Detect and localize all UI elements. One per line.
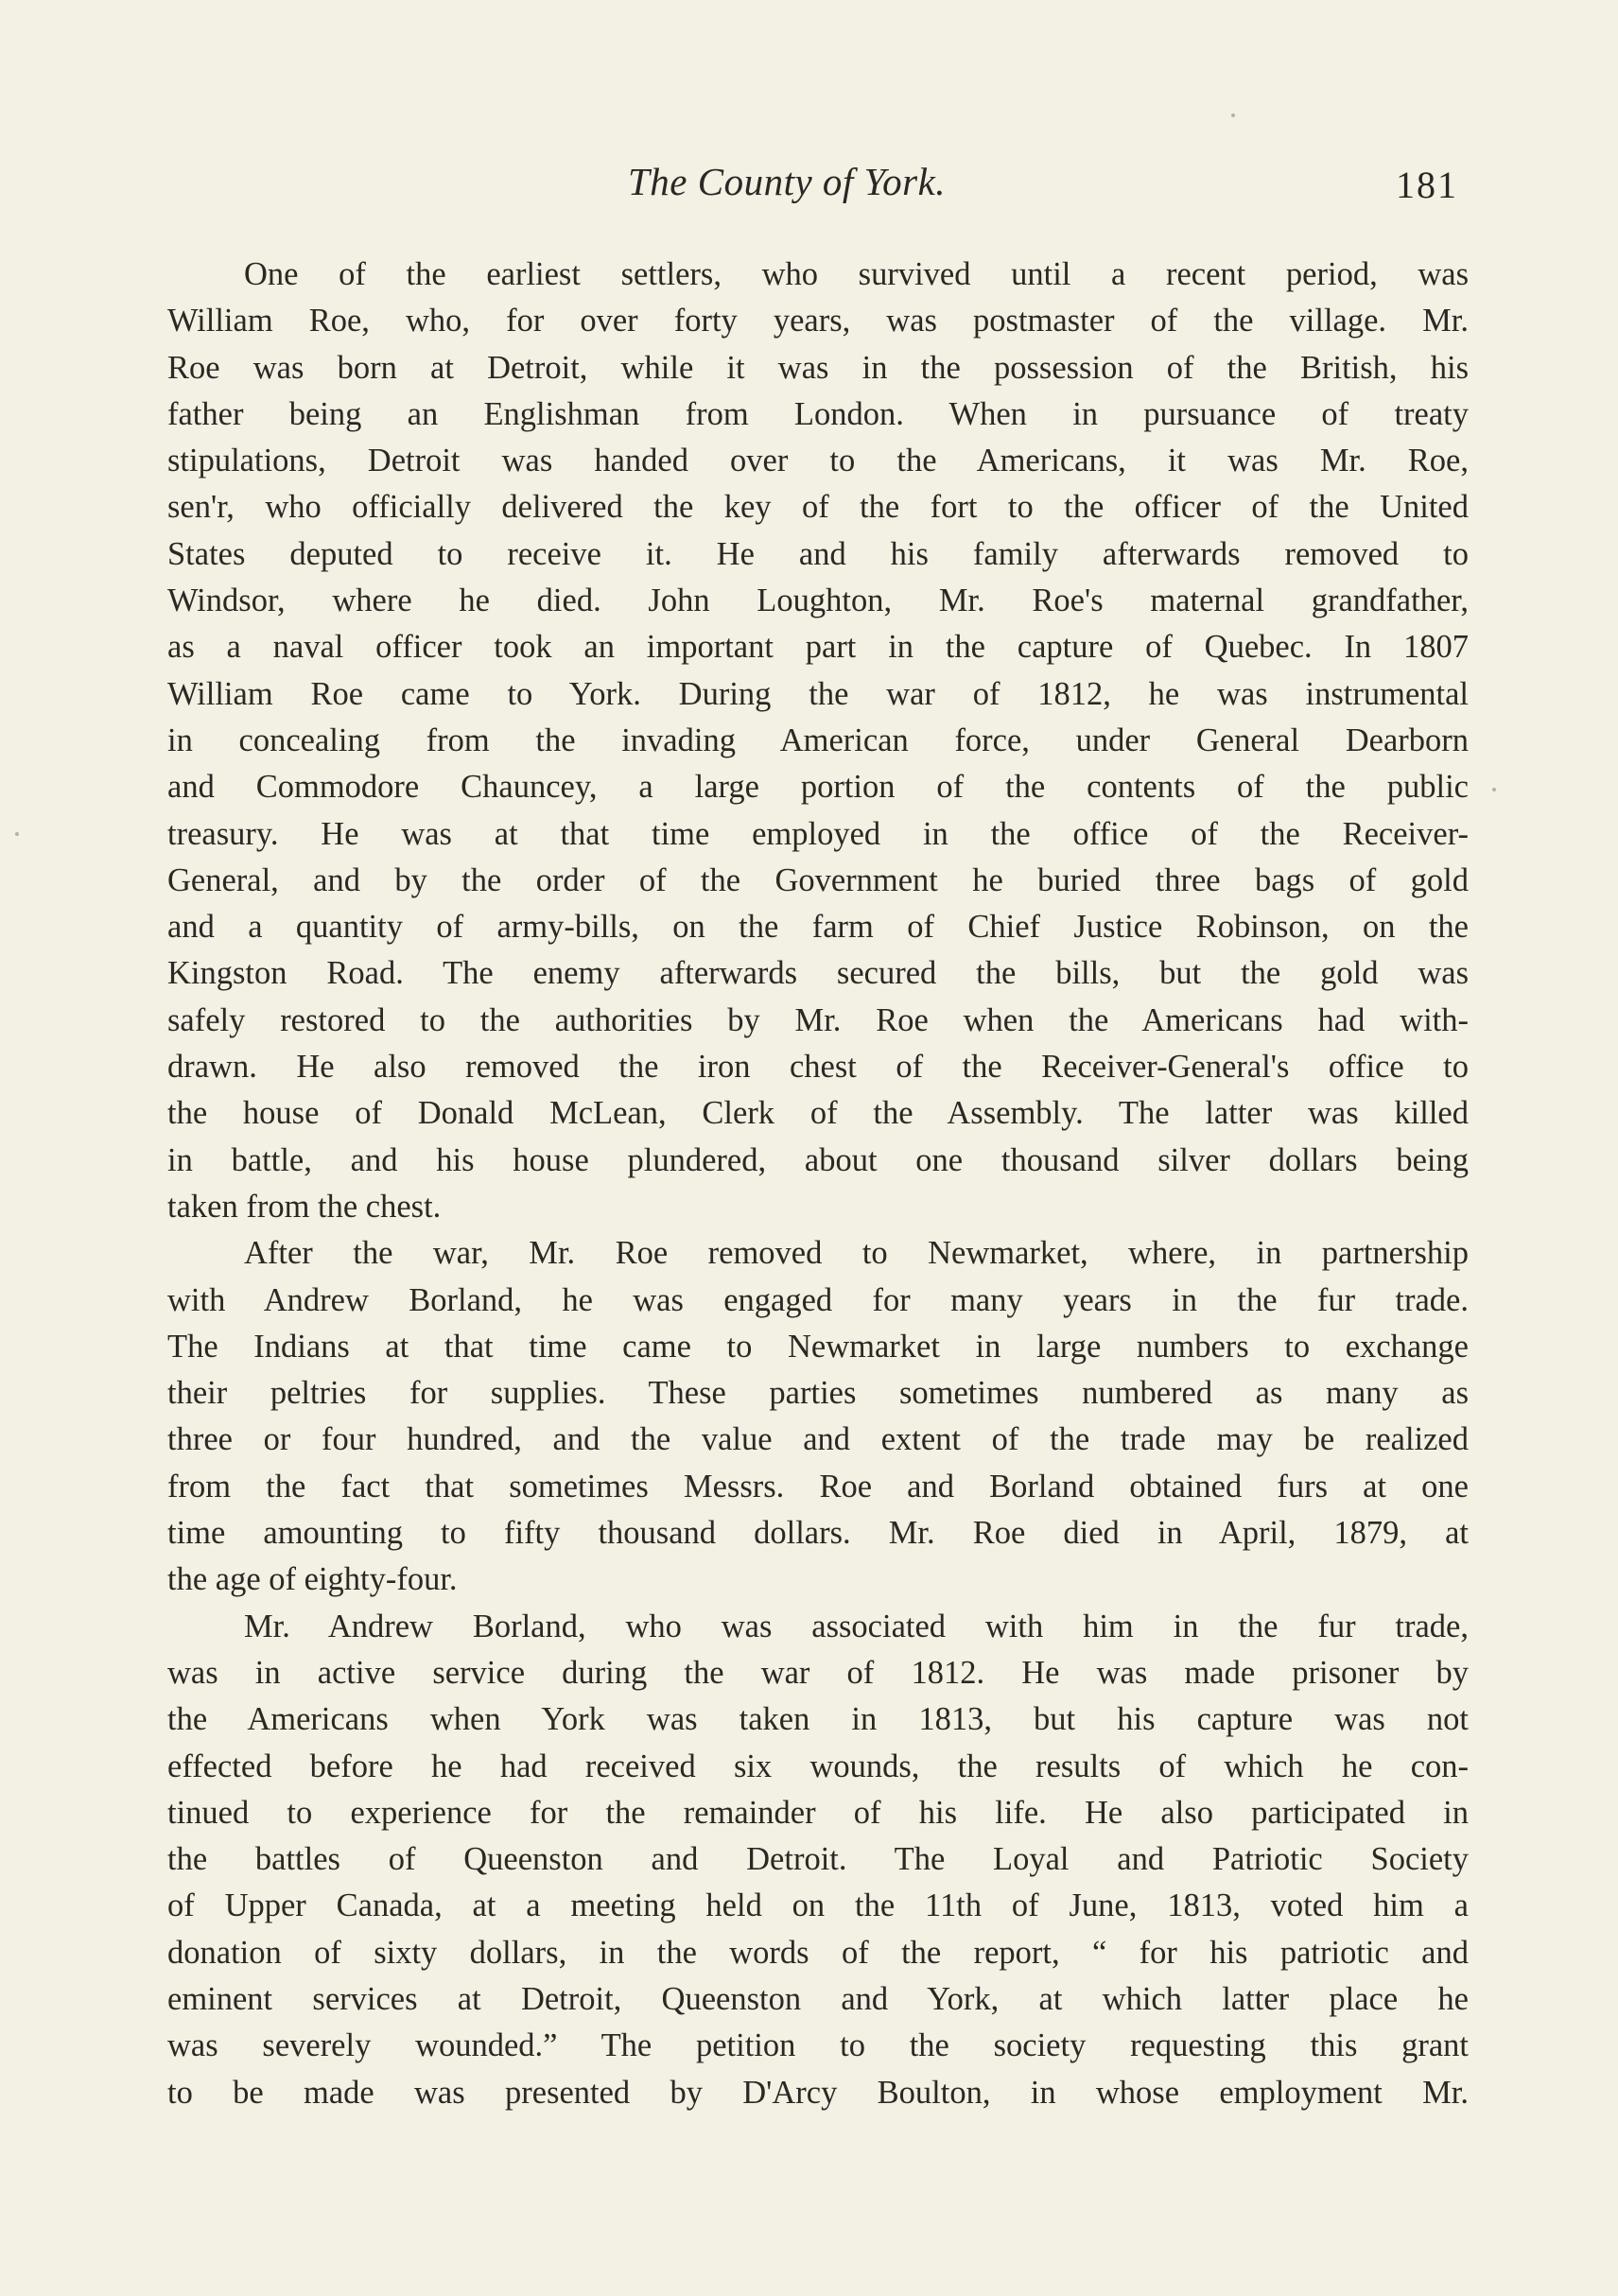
text-line: the Americans when York was taken in 1813, but his capture was not: [167, 1701, 1469, 1738]
text-line: the age of eighty-four.: [167, 1561, 458, 1598]
running-head-title: The County of York.: [628, 160, 947, 203]
text-line: William Roe, who, for over forty years, was postmaster of the village. Mr.: [167, 303, 1469, 339]
text-line: tinued to experience for the remainder of his life. He also participated in: [167, 1794, 1469, 1831]
text-line: sen'r, who officially delivered the key of the fort to the officer of the United: [167, 489, 1469, 526]
text-line: three or four hundred, and the value and extent of the trade may be realized: [167, 1421, 1469, 1458]
text-line: Mr. Andrew Borland, who was associated with him in the fur trade,: [244, 1608, 1469, 1644]
text-line: with Andrew Borland, he was engaged for many years in the fur trade.: [167, 1281, 1469, 1318]
text-line: their peltries for supplies. These parties sometimes numbered as many as: [167, 1375, 1469, 1412]
text-line: drawn. He also removed the iron chest of the Receiver-General's office to: [167, 1049, 1469, 1086]
text-line: father being an Englishman from London. When in pursuance of treaty: [167, 395, 1469, 432]
text-line: Windsor, where he died. John Loughton, Mr. Roe's maternal grandfather,: [167, 583, 1469, 619]
paper-speck: [1492, 788, 1496, 791]
text-line: and Commodore Chauncey, a large portion of the contents of the public: [167, 769, 1469, 806]
text-line: the battles of Queenston and Detroit. The Loyal and Patriotic Society: [167, 1841, 1469, 1878]
text-line: donation of sixty dollars, in the words of the report, “ for his patriotic and: [167, 1934, 1469, 1971]
text-line: Kingston Road. The enemy afterwards secured the bills, but the gold was: [167, 955, 1469, 992]
text-line: The Indians at that time came to Newmarket in large numbers to exchange: [167, 1328, 1469, 1365]
text-line: One of the earliest settlers, who survived until a recent period, was: [244, 256, 1469, 292]
paper-speck: [15, 832, 19, 836]
text-line: stipulations, Detroit was handed over to the Americans, it was Mr. Roe,: [167, 443, 1469, 479]
text-line: in concealing from the invading American force, under General Dearborn: [167, 722, 1469, 758]
text-line: from the fact that sometimes Messrs. Roe and Borland obtained furs at one: [167, 1468, 1469, 1505]
text-line: effected before he had received six wounds, the results of which he con-: [167, 1748, 1469, 1784]
text-line: in battle, and his house plundered, about one thousand silver dollars being: [167, 1141, 1469, 1178]
text-line: as a naval officer took an important part in the capture of Quebec. In 1807: [167, 629, 1469, 666]
text-line: was in active service during the war of 1812. He was made prisoner by: [167, 1654, 1469, 1691]
text-line: States deputed to receive it. He and his family afterwards removed to: [167, 535, 1469, 572]
text-line: treasury. He was at that time employed in the office of the Receiver-: [167, 815, 1469, 852]
text-line: Roe was born at Detroit, while it was in the possession of the British, his: [167, 349, 1469, 386]
running-head: [0, 159, 1618, 216]
text-line: taken from the chest.: [167, 1188, 442, 1225]
text-line: After the war, Mr. Roe removed to Newmarket, where, in partnership: [244, 1235, 1469, 1272]
paper-speck: [1231, 113, 1235, 117]
text-line: General, and by the order of the Government he buried three bags of gold: [167, 861, 1469, 898]
page-number: 181: [1396, 164, 1458, 206]
text-line: to be made was presented by D'Arcy Boulton, in whose employment Mr.: [167, 2074, 1469, 2111]
text-line: of Upper Canada, at a meeting held on the 11th of June, 1813, voted him a: [167, 1887, 1469, 1924]
text-line: William Roe came to York. During the war of 1812, he was instrumental: [167, 675, 1469, 712]
text-line: was severely wounded.” The petition to the society requesting this grant: [167, 2027, 1469, 2064]
text-line: safely restored to the authorities by Mr. Roe when the Americans had with-: [167, 1001, 1469, 1038]
text-line: and a quantity of army-bills, on the farm of Chief Justice Robinson, on the: [167, 909, 1469, 946]
text-line: the house of Donald McLean, Clerk of the Assembly. The latter was killed: [167, 1095, 1469, 1132]
text-line: time amounting to fifty thousand dollars. Mr. Roe died in April, 1879, at: [167, 1515, 1469, 1552]
body-text: [167, 252, 1469, 2116]
text-line: eminent services at Detroit, Queenston and York, at which latter place he: [167, 1980, 1469, 2017]
